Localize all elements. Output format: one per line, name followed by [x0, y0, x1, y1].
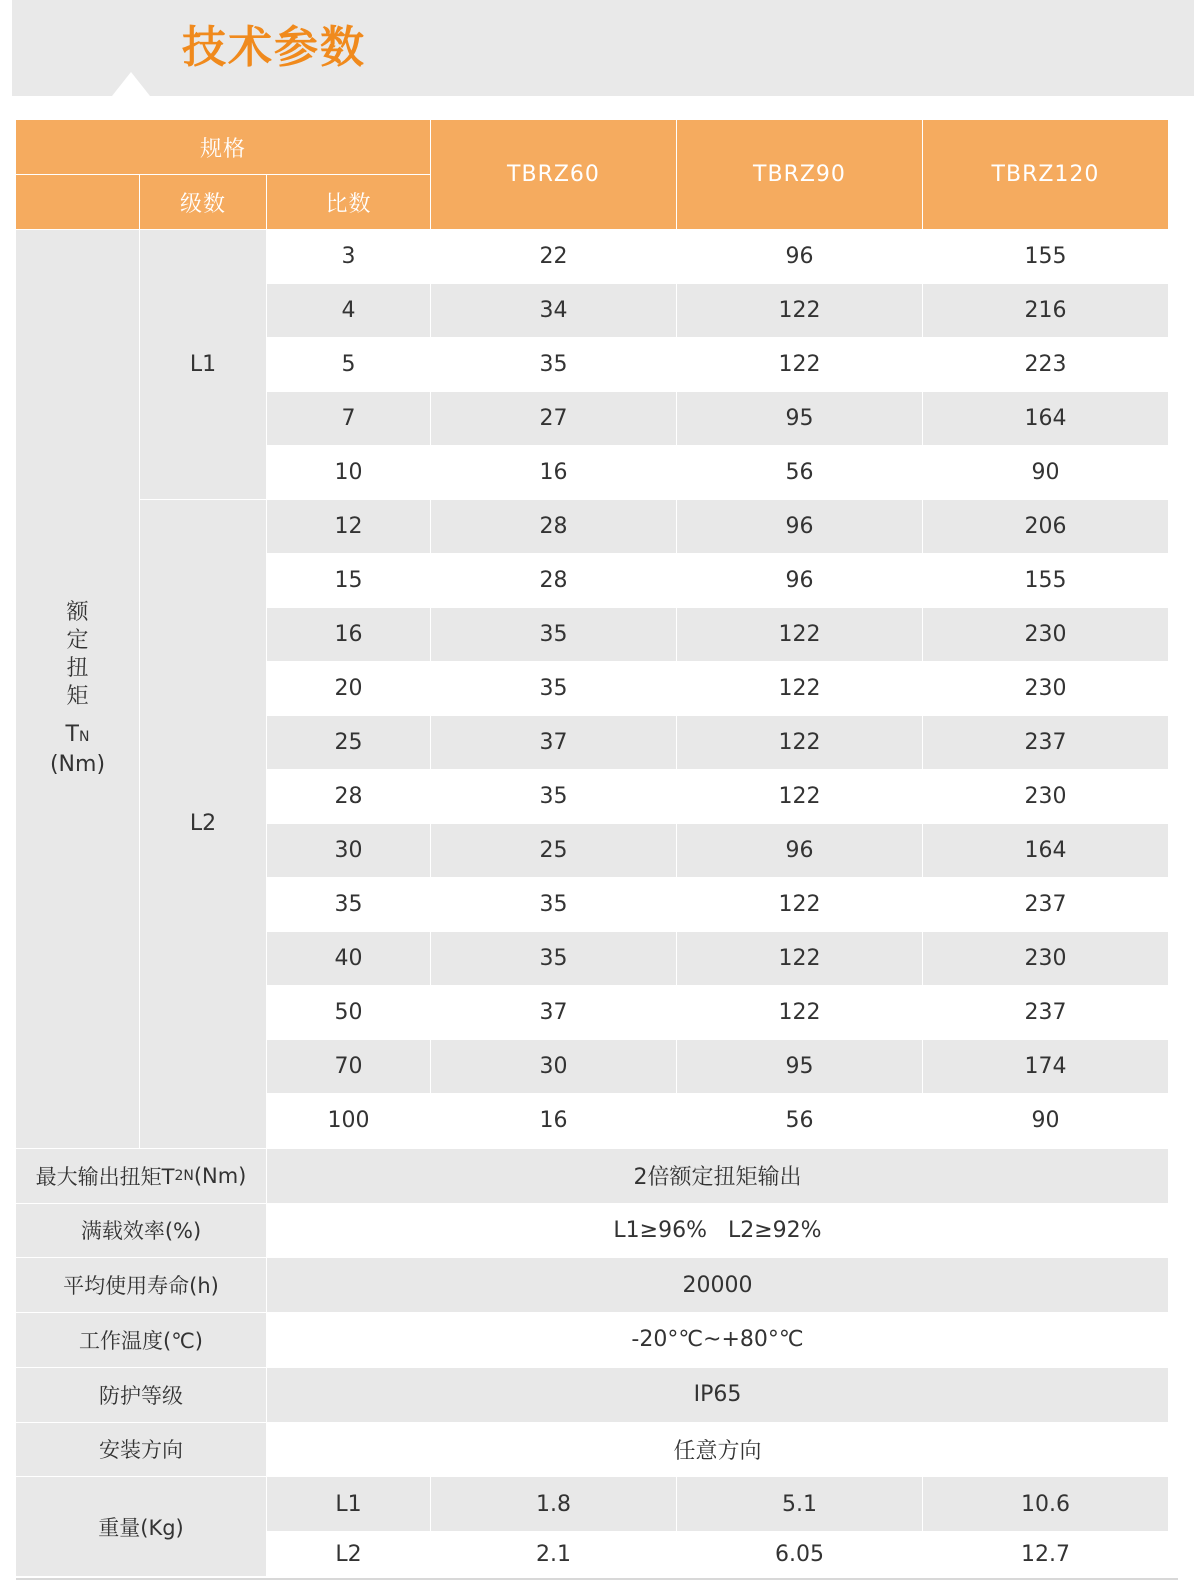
- header-blank: [16, 175, 139, 229]
- torque-value-cell: 34: [431, 284, 676, 337]
- torque-value-cell: 230: [923, 932, 1168, 985]
- ratio-cell: 30: [267, 824, 430, 877]
- torque-value-cell: 22: [431, 230, 676, 283]
- temperature-label: 工作温度(℃): [16, 1313, 266, 1367]
- torque-value-cell: 35: [431, 878, 676, 931]
- stage-l1-label: L1: [140, 230, 266, 499]
- header-stage: 级数: [140, 175, 266, 229]
- spec-table: [16, 120, 1178, 1576]
- torque-value-cell: 122: [677, 338, 922, 391]
- efficiency-value: L1≥96% L2≥92%: [267, 1204, 1168, 1258]
- torque-value-cell: 96: [677, 824, 922, 877]
- ratio-cell: 25: [267, 716, 430, 769]
- table-bottom-rule: [16, 1578, 1178, 1580]
- max-torque-label-unit: (Nm): [193, 1163, 247, 1188]
- torque-value-cell: 122: [677, 770, 922, 823]
- ratio-cell: 12: [267, 500, 430, 553]
- torque-value-cell: 122: [677, 986, 922, 1039]
- torque-value-cell: 37: [431, 986, 676, 1039]
- ratio-cell: 15: [267, 554, 430, 607]
- torque-value-cell: 230: [923, 608, 1168, 661]
- torque-value-cell: 216: [923, 284, 1168, 337]
- rated-torque-symbol: [66, 721, 90, 751]
- rated-torque-symbol-sub: N: [78, 728, 90, 745]
- ratio-cell: 100: [267, 1094, 430, 1148]
- weight-label: 重量(Kg): [16, 1477, 266, 1576]
- torque-value-cell: 16: [431, 1094, 676, 1148]
- rated-torque-char: 额: [66, 599, 89, 625]
- rated-torque-label: [16, 230, 139, 1148]
- ratio-cell: 5: [267, 338, 430, 391]
- torque-value-cell: 28: [431, 554, 676, 607]
- torque-value-cell: 30: [431, 1040, 676, 1093]
- ratio-cell: 3: [267, 230, 430, 283]
- ratio-cell: 35: [267, 878, 430, 931]
- mounting-value: 任意方向: [267, 1423, 1168, 1477]
- torque-value-cell: 95: [677, 1040, 922, 1093]
- efficiency-label: 满载效率(%): [16, 1204, 266, 1258]
- torque-value-cell: 96: [677, 554, 922, 607]
- ratio-cell: 10: [267, 446, 430, 499]
- torque-value-cell: 164: [923, 392, 1168, 445]
- ratio-cell: 50: [267, 986, 430, 1039]
- torque-value-cell: 35: [431, 338, 676, 391]
- life-label: 平均使用寿命(h): [16, 1258, 266, 1312]
- torque-value-cell: 35: [431, 608, 676, 661]
- ratio-cell: 16: [267, 608, 430, 661]
- weight-stage-cell: L2: [267, 1532, 430, 1576]
- torque-value-cell: 95: [677, 392, 922, 445]
- torque-value-cell: 96: [677, 500, 922, 553]
- torque-value-cell: 155: [923, 554, 1168, 607]
- torque-value-cell: 174: [923, 1040, 1168, 1093]
- torque-value-cell: 237: [923, 878, 1168, 931]
- stage-l2-label: L2: [140, 500, 266, 1148]
- torque-value-cell: 25: [431, 824, 676, 877]
- protection-label: 防护等级: [16, 1368, 266, 1422]
- ratio-cell: 28: [267, 770, 430, 823]
- weight-value-cell: 6.05: [677, 1532, 922, 1576]
- torque-value-cell: 164: [923, 824, 1168, 877]
- page-title: 技术参数: [182, 22, 366, 73]
- weight-value-cell: 10.6: [923, 1477, 1168, 1531]
- protection-value: IP65: [267, 1368, 1168, 1422]
- torque-value-cell: 37: [431, 716, 676, 769]
- torque-value-cell: 206: [923, 500, 1168, 553]
- torque-value-cell: 230: [923, 662, 1168, 715]
- torque-value-cell: 237: [923, 716, 1168, 769]
- torque-value-cell: 122: [677, 878, 922, 931]
- max-torque-value: 2倍额定扭矩输出: [267, 1149, 1168, 1203]
- title-notch: [112, 72, 150, 96]
- max-torque-label-sub: 2N: [174, 1167, 194, 1184]
- header-ratio: 比数: [267, 175, 430, 229]
- torque-value-cell: 35: [431, 770, 676, 823]
- weight-value-cell: 1.8: [431, 1477, 676, 1531]
- weight-stage-cell: L1: [267, 1477, 430, 1531]
- ratio-cell: 4: [267, 284, 430, 337]
- header-model-tbrz120: TBRZ120: [923, 120, 1168, 229]
- torque-value-cell: 230: [923, 770, 1168, 823]
- ratio-cell: 20: [267, 662, 430, 715]
- torque-value-cell: 28: [431, 500, 676, 553]
- rated-torque-symbol-main: T: [65, 721, 79, 747]
- torque-value-cell: 56: [677, 446, 922, 499]
- torque-value-cell: 27: [431, 392, 676, 445]
- rated-torque-char: 矩: [66, 683, 89, 709]
- header-spec: 规格: [16, 120, 430, 174]
- torque-value-cell: 90: [923, 446, 1168, 499]
- mounting-label: 安装方向: [16, 1423, 266, 1477]
- weight-value-cell: 2.1: [431, 1532, 676, 1576]
- max-torque-label: [16, 1149, 266, 1203]
- torque-value-cell: 96: [677, 230, 922, 283]
- torque-value-cell: 155: [923, 230, 1168, 283]
- weight-value-cell: 5.1: [677, 1477, 922, 1531]
- rated-torque-char: 扭: [66, 655, 89, 681]
- torque-value-cell: 122: [677, 284, 922, 337]
- torque-value-cell: 35: [431, 662, 676, 715]
- header-model-tbrz60: TBRZ60: [431, 120, 676, 229]
- ratio-cell: 70: [267, 1040, 430, 1093]
- rated-torque-unit: (Nm): [49, 751, 106, 777]
- ratio-cell: 40: [267, 932, 430, 985]
- torque-value-cell: 56: [677, 1094, 922, 1148]
- torque-value-cell: 237: [923, 986, 1168, 1039]
- torque-value-cell: 35: [431, 932, 676, 985]
- temperature-value: -20°℃~+80°℃: [267, 1313, 1168, 1367]
- max-torque-label-text: 最大输出扭矩T: [35, 1164, 175, 1189]
- rated-torque-char: 定: [66, 627, 89, 653]
- torque-value-cell: 223: [923, 338, 1168, 391]
- torque-value-cell: 122: [677, 932, 922, 985]
- weight-value-cell: 12.7: [923, 1532, 1168, 1576]
- torque-value-cell: 122: [677, 662, 922, 715]
- torque-value-cell: 122: [677, 716, 922, 769]
- ratio-cell: 7: [267, 392, 430, 445]
- torque-value-cell: 90: [923, 1094, 1168, 1148]
- header-model-tbrz90: TBRZ90: [677, 120, 922, 229]
- torque-value-cell: 122: [677, 608, 922, 661]
- torque-value-cell: 16: [431, 446, 676, 499]
- life-value: 20000: [267, 1258, 1168, 1312]
